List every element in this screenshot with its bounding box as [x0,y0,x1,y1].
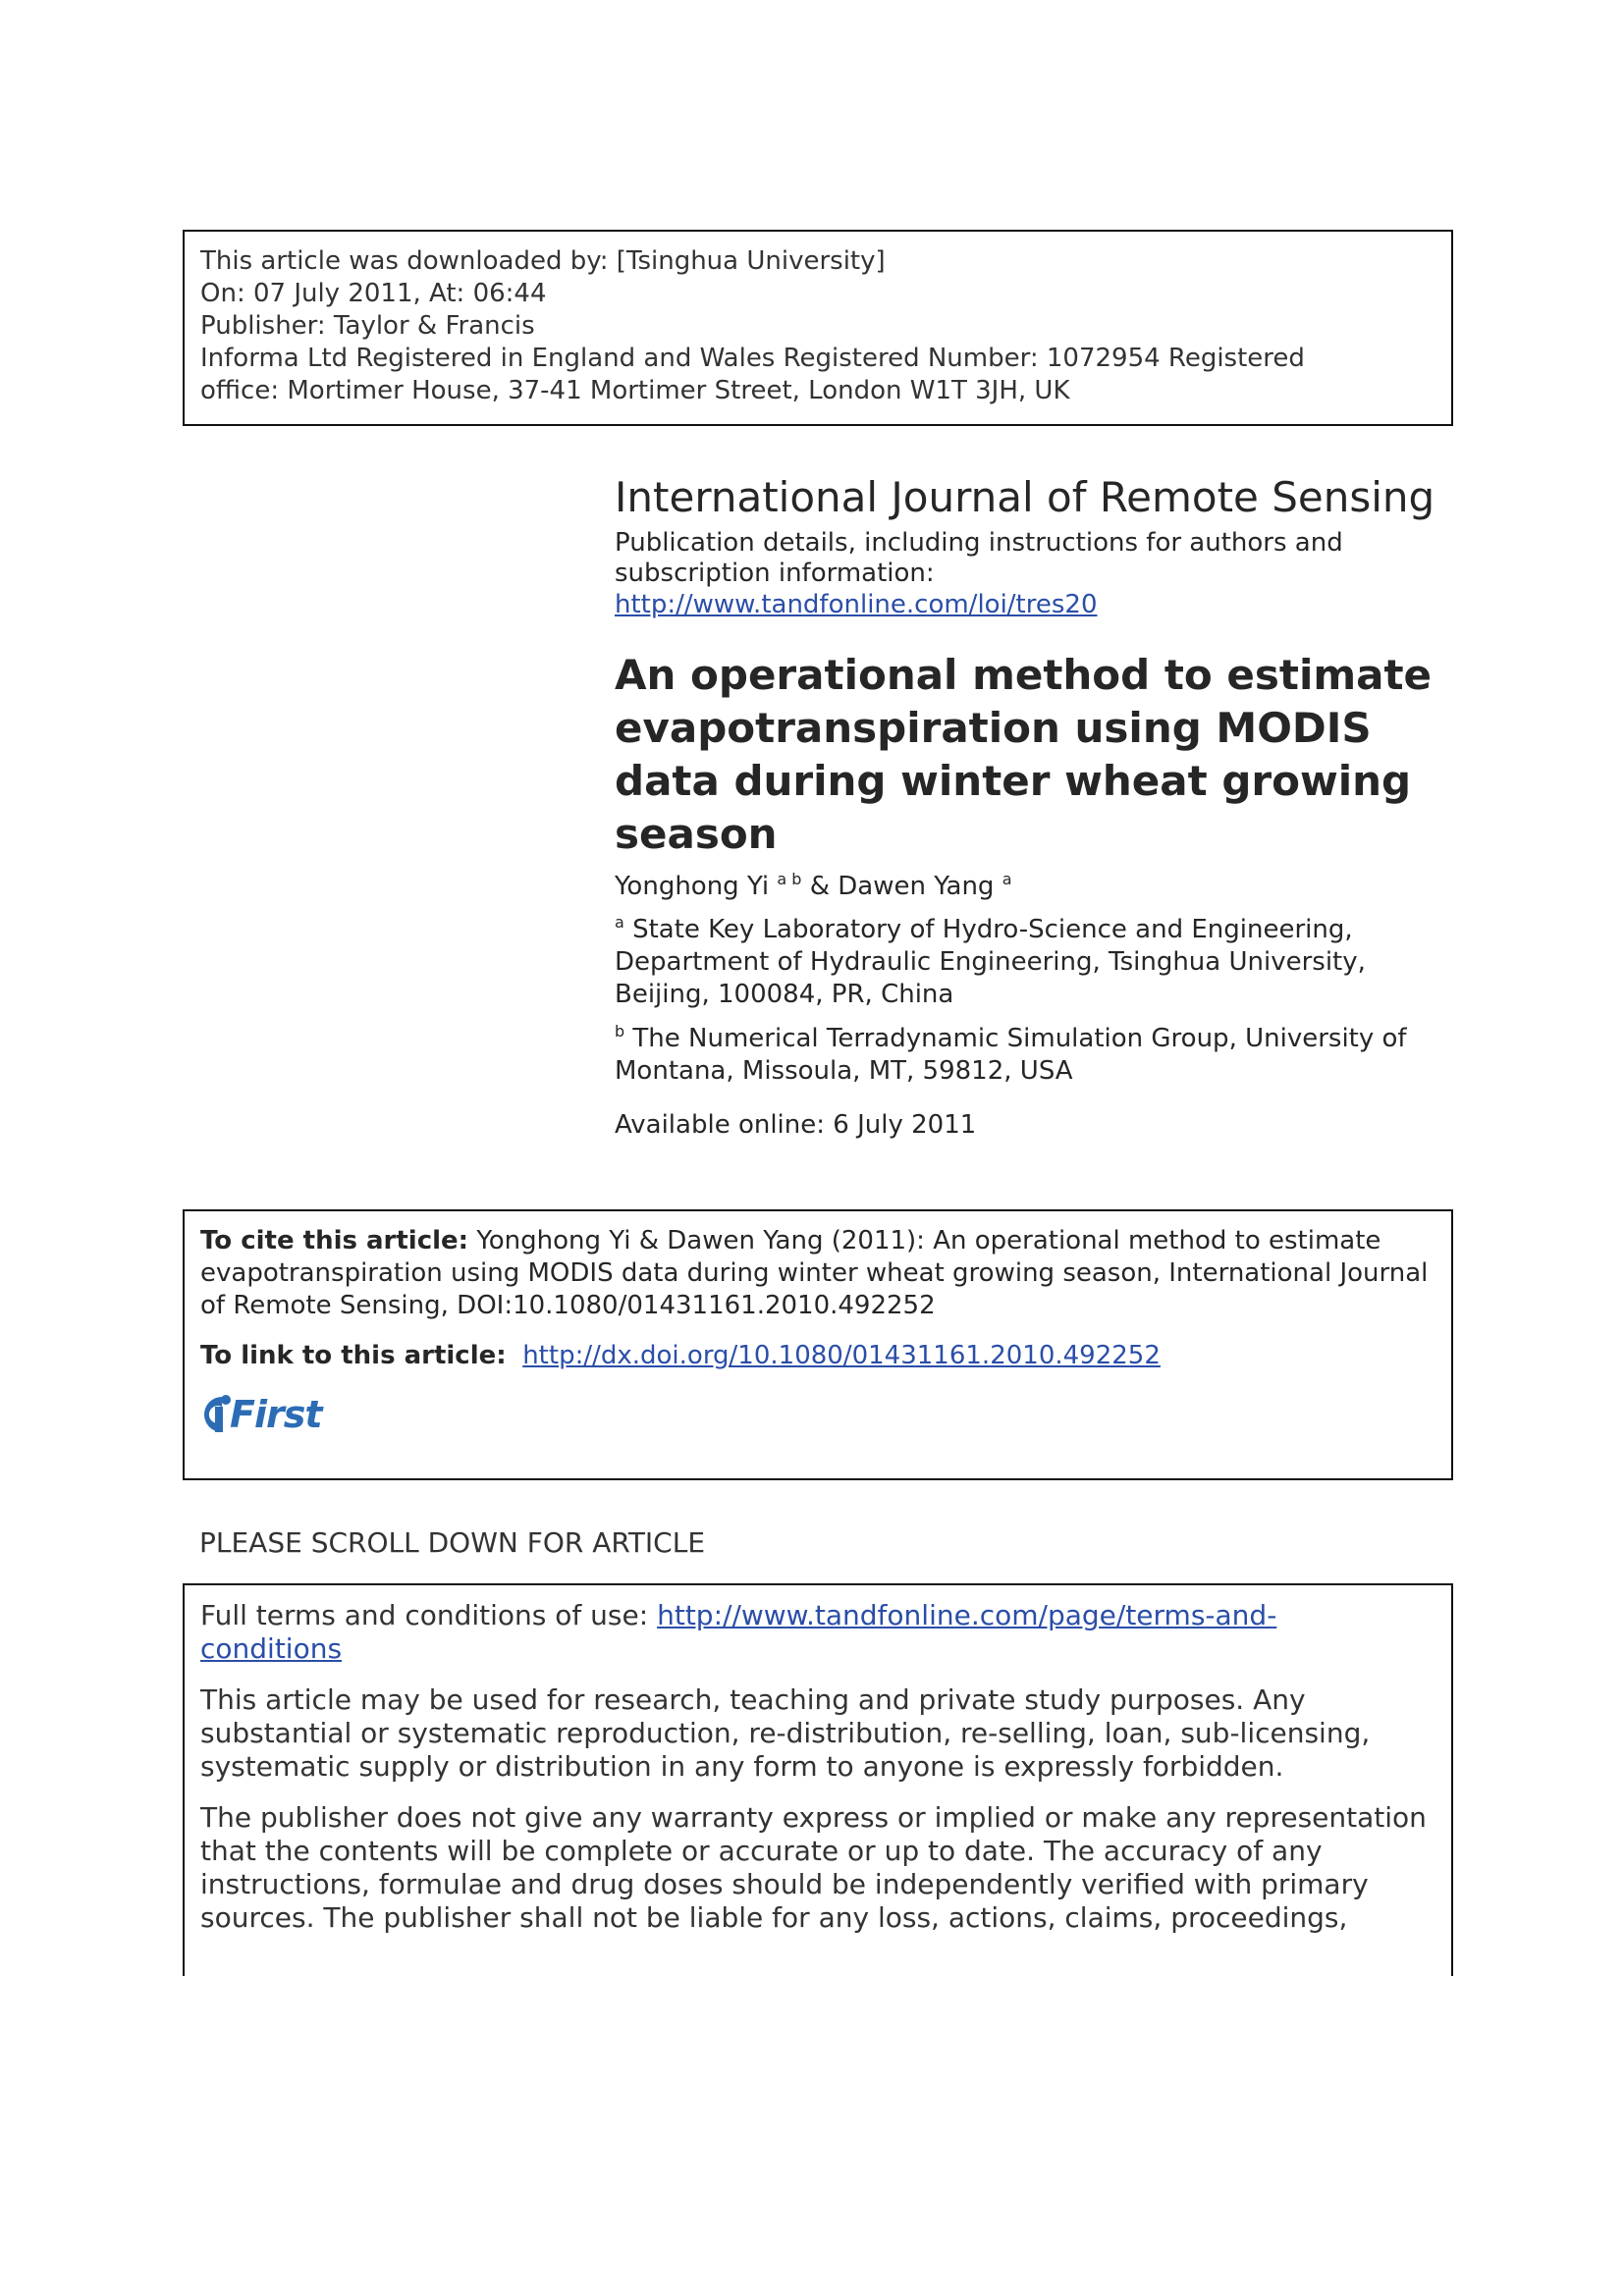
citation-text: Yonghong Yi & Dawen Yang (2011): An operational method to estimate evapotranspiration using MODIS data during winter wheat growing season, International Journal of Remote Sensing, DOI:10.1080/01431161.2010.492252 [200,1226,1429,1320]
download-info-box [183,230,1453,426]
journal-url-link[interactable]: http://www.tandfonline.com/loi/tres20 [615,590,1098,619]
affiliation-marker: b [615,1022,625,1041]
available-online-date: Available online: 6 July 2011 [615,1110,977,1140]
ifirst-logo [200,1390,1435,1439]
download-line: On: 07 July 2011, At: 06:44 [200,279,547,308]
author-line [615,871,1459,902]
article-link-line [200,1340,1435,1372]
doi-link[interactable]: http://dx.doi.org/10.1080/01431161.2010.492252 [522,1341,1161,1370]
ifirst-logo-text: First [230,1393,322,1436]
journal-title: International Journal of Remote Sensing [615,473,1435,521]
author-affiliation-marker: a [1001,870,1012,888]
terms-paragraph: The publisher does not give any warranty express or implied or make any representation that the contents will be complete or accurate or up to date. The accuracy of any instructions, formulae and drug doses should be independently verified with primary sources. The publisher shall not be liable for any loss, actions, claims, proceedings, [200,1801,1427,1934]
terms-link-part: http://www.tandfonline.com/page/terms-and- [657,1599,1277,1631]
download-line: office: Mortimer House, 37-41 Mortimer Street, London W1T 3JH, UK [200,376,1070,405]
download-line: This article was downloaded by: [Tsinghua University] [200,246,886,276]
affiliation-text: The Numerical Terradynamic Simulation Group, University of Montana, Missoula, MT, 59812, USA [615,1024,1407,1086]
citation-box [183,1209,1453,1480]
terms-line [200,1599,1435,1666]
affiliation-b [615,1023,1459,1088]
terms-paragraph: This article may be used for research, teaching and private study purposes. Any substantial or systematic reproduction, re-distribution, re-selling, loan, sub-licensing, systematic supply or distribution in any form to anyone is expressly forbidden. [200,1683,1371,1783]
scroll-notice: PLEASE SCROLL DOWN FOR ARTICLE [199,1526,706,1559]
affiliation-a [615,914,1459,1011]
citation-label: To cite this article: [200,1226,469,1255]
affiliation-text: State Key Laboratory of Hydro-Science and Engineering, Department of Hydraulic Engineering, Tsinghua University, Beijing, 100084, PR, China [615,915,1366,1009]
journal-info [615,471,1459,1142]
author-affiliation-marker: a b [777,870,802,888]
terms-prefix: Full terms and conditions of use: [200,1599,649,1631]
author-name: & Dawen Yang [809,872,995,901]
author-name: Yonghong Yi [615,872,770,901]
citation [200,1225,1435,1322]
terms-link-part: conditions [200,1632,343,1665]
download-line: Publisher: Taylor & Francis [200,311,535,341]
terms-box [183,1583,1453,1976]
article-title: An operational method to estimate evapotranspiration using MODIS data during winter wheat growing season [615,651,1433,858]
affiliation-marker: a [615,913,624,932]
download-line: Informa Ltd Registered in England and Wales Registered Number: 1072954 Registered [200,344,1305,373]
publication-details: Publication details, including instructions for authors and subscription information: [615,528,1343,588]
article-link-label: To link to this article: [200,1341,507,1370]
